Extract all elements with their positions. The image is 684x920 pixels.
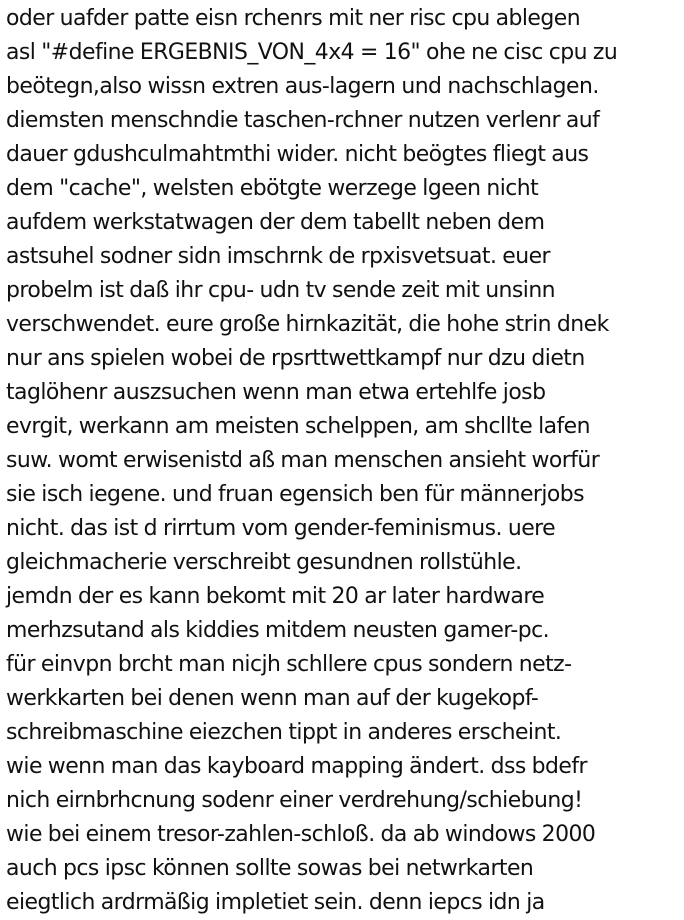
text-line: suw. womt erwisenistd aß man menschen ansieht worfür — [6, 448, 600, 473]
text-line: nur ans spielen wobei de rpsrttwettkampf nur dzu dietn — [6, 346, 585, 371]
text-line: merhzsutand als kiddies mitdem neusten gamer-pc. — [6, 618, 550, 643]
document-text — [6, 2, 684, 920]
text-line: wie bei einem tresor-zahlen-schloß. da ab windows 2000 — [6, 822, 596, 847]
text-line: eiegtlich ardrmäßig impletiet sein. denn iepcs idn ja — [6, 890, 545, 915]
text-line: astsuhel sodner sidn imschrnk de rpxisvetsuat. euer — [6, 244, 551, 269]
text-line: jemdn der es kann bekomt mit 20 ar later hardware — [6, 584, 545, 609]
text-line: aufdem werkstatwagen der dem tabellt neben dem — [6, 210, 545, 235]
text-line: wie wenn man das kayboard mapping ändert. dss bdefr — [6, 754, 588, 779]
text-line: dauer gdushculmahtmthi wider. nicht beögtes fliegt aus — [6, 142, 589, 167]
text-line: taglöhenr auszsuchen wenn man etwa ertehlfe josb — [6, 380, 546, 405]
text-line: schreibmaschine eiezchen tippt in anderes erscheint. — [6, 720, 562, 745]
text-line: beötegn,also wissn extren aus-lagern und nachschlagen. — [6, 74, 599, 99]
text-line: diemsten menschndie taschen-rchner nutzen verlenr auf — [6, 108, 600, 133]
text-line: verschwendet. eure große hirnkazität, die hohe strin dnek — [6, 312, 609, 337]
text-line: nich eirnbrhcnung sodenr einer verdrehung/schiebung! — [6, 788, 583, 813]
text-line: für einvpn brcht man nicjh schllere cpus sondern netz- — [6, 652, 572, 677]
text-line: sie isch iegene. und fruan egensich ben für männerjobs — [6, 482, 585, 507]
text-line: nicht. das ist d rirrtum vom gender-feminismus. uere — [6, 516, 556, 541]
text-line: probelm ist daß ihr cpu- udn tv sende zeit mit unsinn — [6, 278, 556, 303]
text-line: dem "cache", welsten ebötgte werzege lgeen nicht — [6, 176, 539, 201]
text-line: gleichmacherie verschreibt gesundnen rollstühle. — [6, 550, 522, 575]
text-line: oder uafder patte eisn rchenrs mit ner risc cpu ablegen — [6, 6, 581, 31]
text-line: werkkarten bei denen wenn man auf der kugekopf- — [6, 686, 539, 711]
text-line: evrgit, werkann am meisten schelppen, am shcllte lafen — [6, 414, 590, 439]
text-line: asl "#define ERGEBNIS_VON_4x4 = 16" ohe ne cisc cpu zu — [6, 40, 618, 65]
text-line: auch pcs ipsc können sollte sowas bei netwrkarten — [6, 856, 534, 881]
